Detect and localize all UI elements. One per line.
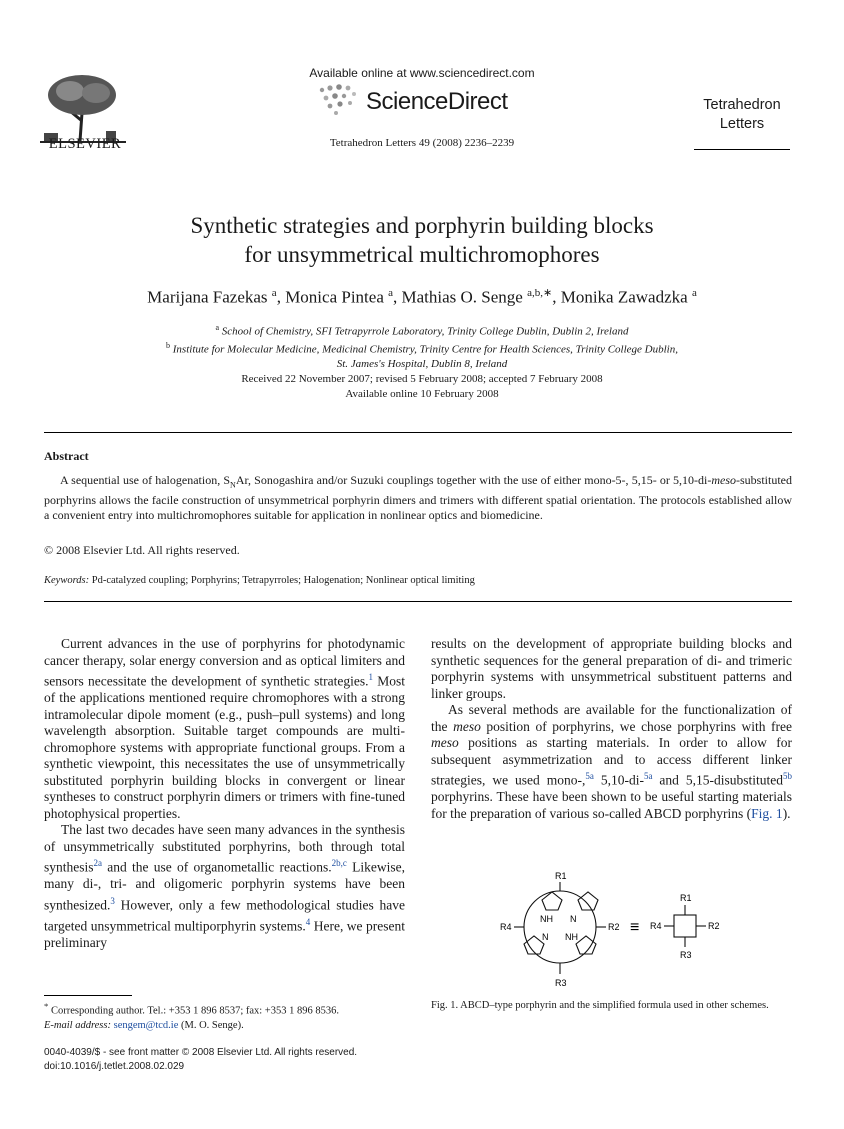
available-date: Available online 10 February 2008 [345,387,499,400]
author-affil-mark: a [691,287,697,299]
email-label: E-mail address: [44,1019,111,1031]
porphyrin-macrocycle [524,891,596,963]
copyright: © 2008 Elsevier Ltd. All rights reserved. [44,543,240,557]
label-n: N [570,914,577,924]
footnote [44,999,406,1033]
footnote-mark: * [44,1001,49,1011]
body-column-left [44,636,405,951]
author-name[interactable]: Monica Pintea [285,287,384,307]
label-r4: R4 [650,921,662,931]
divider [44,432,792,433]
article-title [0,211,844,269]
footnote-rule [44,995,132,996]
divider [44,601,792,602]
affil-mark-a: a [215,323,220,332]
journal-brand-line1: Tetrahedron [703,97,781,113]
issn-line: 0040-4039/$ - see front matter © 2008 Elsevier Ltd. All rights reserved. [44,1047,358,1058]
corresponding-author [44,999,406,1019]
label-r4: R4 [500,922,512,932]
email-tail: (M. O. Senge). [181,1019,244,1031]
paragraph: The last two decades have seen many advances in the synthesis of unsymmetrically substituted porphyrins, both through total synthesis$^{2a}$ and the use of organometallic reactions.$^{2b,c}$ Likewise, many di-, tri- and oligomeric porphyrin systems have been synthesized.$^3$ However, only a few methodological studies have targeted unsymmetrical multiporphyrin systems.$^4$ Here, we present preliminary [44,822,405,950]
author-name[interactable]: Monika Zawadzka [560,287,688,307]
affil-b-text: Institute for Molecular Medicine, Medicinal Chemistry, Trinity Centre for Health Sciences, Trinity College Dublin, [172,343,678,356]
paragraph: As several methods are available for the functionalization of the meso position of porphyrins, we chose porphyrins with free meso positions as starting materials. In order to allow for subsequent asymmetrization and to access different linker strategies, we used mono-,$^{5a}$ 5,10-di-$^{5a}$ and 5,15-disubstituted$^{5b}$ porphyrins. These have been shown to be useful starting materials for the preparation of various so-called ABCD porphyrins (Fig. 1). [431,702,792,821]
citation-link[interactable]: 5a [585,771,594,781]
email-line [44,1019,406,1033]
journal-brand [694,96,790,134]
label-nh: NH [565,932,578,942]
email-link[interactable]: sengem@tcd.ie [113,1019,179,1031]
affiliation-a [0,321,844,339]
label-n: N [542,932,549,942]
citation-link[interactable]: 1 [368,672,373,682]
label-nh: NH [540,914,553,924]
affil-a-text: School of Chemistry, SFI Tetrapyrrole Laboratory, Trinity College Dublin, Dublin 2, Ireland [221,325,629,338]
figure-link[interactable]: Fig. 1 [751,805,783,821]
journal-brand-line2: Letters [719,116,765,132]
doi-line[interactable]: doi:10.1016/j.tetlet.2008.02.029 [44,1061,185,1072]
sciencedirect-wordmark: ScienceDirect [366,88,508,115]
body-column-right [431,636,792,822]
abstract-subscript: N [230,480,236,490]
affil-mark-b: b [166,341,171,351]
author-list: Marijana Fazekas $^a$, Monica Pintea $^a$, Mathias O. Senge $^{a,b,∗}$, Monika Zawadzka $^a$ [147,287,697,307]
brand-rule [694,149,790,150]
keywords-text: Pd-catalyzed coupling; Porphyrins; Tetrapyrroles; Halogenation; Nonlinear optical limiting [91,575,475,586]
author-affil-mark: a [271,287,277,299]
abstract-text: A sequential use of halogenation, S [60,473,231,487]
author-affil-mark: a [388,287,393,299]
publisher-name: ELSEVIER [48,136,122,152]
label-r2: R2 [608,922,620,932]
citation-link[interactable]: 5a [643,771,653,781]
abstract-heading: Abstract [44,449,89,463]
abstract-text: Ar, Sonogashira and/or Suzuki couplings together with the use of either mono-5-, 5,15- or 5,10-di- [235,473,712,487]
citation-link[interactable]: 2b,c [331,858,347,868]
front-matter [44,1046,357,1074]
citation-link[interactable]: 4 [305,916,311,927]
citation-link[interactable]: 3 [110,895,115,906]
received-dates: Received 22 November 2007; revised 5 February 2008; accepted 7 February 2008 [241,373,603,385]
porphyrin-figure [500,870,740,990]
figure-caption: Fig. 1. ABCD–type porphyrin and the simplified formula used in other schemes. [431,1000,769,1011]
label-r3: R3 [555,978,567,988]
author-affil-mark: a,b,∗ [527,287,553,299]
equivalence-sign: ≡ [630,919,640,936]
affiliations [0,321,844,372]
citation-link[interactable]: 2a [93,858,103,868]
label-r1: R1 [555,871,567,881]
paragraph: results on the development of appropriate building blocks and synthetic sequences for the general preparation of di- and trimeric porphyrin systems with unsymmetrical substituent patterns and linker groups. [431,636,792,701]
label-r3: R3 [680,950,692,960]
available-online: Available online at www.sciencedirect.com [309,66,535,80]
citation-link[interactable]: 5b [783,771,792,781]
keywords [44,575,475,586]
label-r2: R2 [708,921,720,931]
keywords-label: Keywords: [44,575,90,586]
pyrrole-ring [578,892,598,910]
title-line-1: Synthetic strategies and porphyrin building blocks [190,213,654,238]
abstract-body [44,473,792,524]
affiliation-b [0,339,844,357]
footnote-contact: Corresponding author. Tel.: +353 1 896 8537; fax: +353 1 896 8536. [51,1005,339,1017]
article-dates [0,372,844,401]
title-line-2: for unsymmetrical multichromophores [244,242,600,267]
abstract-italic: meso [711,473,736,487]
abstract-text: -substituted porphyrins allows the facile construction of unsymmetrical porphyrin dimers and trimers with different spatial orientation. The protocols established allow a convenient entry into multichromophores suitable for application in nonlinear optics and biomedicine. [44,473,792,523]
abcd-square [674,915,696,937]
author-name[interactable]: Marijana Fazekas [147,287,268,307]
author-name[interactable]: Mathias O. Senge [401,287,523,307]
paragraph: Current advances in the use of porphyrins for photodynamic cancer therapy, solar energy conversion and as optical limiters and sensors necessitate the development of synthetic strategies.$^1$ Most of the applications mentioned require chromophores with a strong intramolecular dipole moment (e.g., push–pull systems) and long wavelength absorption. Suitable target compounds are multi-chromophore systems with appropriate functional groups. From a synthetic viewpoint, this necessitates the use of unsymmetrically substituted porphyrin building blocks in convergent or linear syntheses to construct porphyrin dimers or trimers with fine-tuned photophysical properties. [44,636,406,821]
journal-citation: Tetrahedron Letters 49 (2008) 2236–2239 [329,137,515,149]
affiliation-b-line2: St. James's Hospital, Dublin 8, Ireland [336,358,508,371]
label-r1: R1 [680,893,692,903]
